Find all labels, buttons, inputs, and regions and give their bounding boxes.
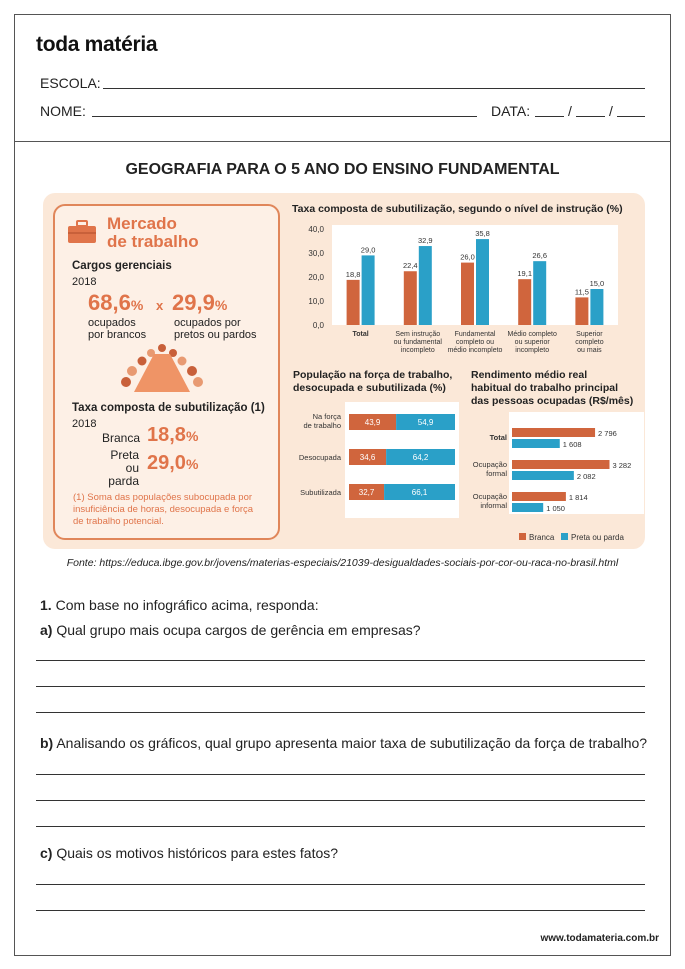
card-heading-line2: de trabalho [107,232,199,251]
chart3-title-line1: Rendimento médio real [471,369,588,381]
chart1-data-label: 29,0 [360,245,376,255]
chart1-category-label: ou fundamental [393,339,442,346]
source-citation: Fonte: https://educa.ibge.gov.br/jovens/materias-especiais/21039-desigualdades-sociais-por-cor-ou-raca-no-brasil.html [66,557,619,569]
answer-a-line-2[interactable] [36,686,645,687]
chart3-title-line2: habitual do trabalho principal [471,382,619,394]
chart1-data-label: 11,5 [574,287,589,297]
chart1-category-label: incompleto [400,347,435,354]
chart1-bar-branca [575,297,588,325]
date-slash: / [568,103,572,119]
pct-sign: % [130,297,144,313]
answer-a-line-1[interactable] [36,660,645,661]
chart3-data-label: 1 608 [562,440,582,449]
preta-label-line1: Preta [110,448,139,462]
meeting-table-icon [118,342,206,399]
chart1-bar-preta [419,246,432,325]
answer-b-line-1[interactable] [36,774,645,775]
question-c-letter: c) [40,845,53,861]
chart1-data-label: 32,9 [417,236,433,246]
chart2-data-label: 54,9 [417,418,434,427]
branca-label: Branca [102,431,141,445]
nome-field[interactable] [92,116,477,117]
footnote [73,492,253,528]
chart3-category-label: Total [489,433,507,442]
chart1-category-label: completo [575,339,604,346]
times-sign: x [156,298,164,313]
chart3-bar-branca [512,428,595,437]
preta-value [147,452,198,475]
date-slash: / [609,103,613,119]
brancos-caption [88,317,146,341]
chart1-data-label: 35,8 [475,229,490,239]
taxa-year: 2018 [72,418,97,430]
preta-value-number: 29,0 [147,452,186,474]
chart2-title-line2: desocupada e subutilizada (%) [293,382,446,394]
answer-b-line-2[interactable] [36,800,645,801]
chart1-data-label: 26,0 [460,252,475,262]
card-heading-line1: Mercado [107,214,177,233]
chart3-title [471,369,633,408]
nome-label: NOME: [40,103,86,119]
preta-label [92,449,139,488]
answer-c-line-2[interactable] [36,910,645,911]
brancos-caption-line2: por brancos [88,329,147,341]
legend-swatch-preta [561,533,568,540]
brand-logo: toda matéria [36,33,158,56]
pct-sign: % [214,297,228,313]
chart3-data-label: 2 796 [598,429,617,438]
chart-forca-trabalho [290,402,465,520]
chart1-bar-preta [533,261,546,325]
answer-a-line-3[interactable] [36,712,645,713]
pretos-caption-line1: ocupados por [174,317,241,329]
chart1-bar-branca [404,271,417,325]
brancos-caption-line1: ocupados [88,317,136,329]
escola-label: ESCOLA: [40,75,101,91]
question-a [40,622,421,638]
chart3-category-label: informal [480,501,507,510]
chart1-data-label: 15,0 [589,279,605,288]
chart1-category-label: médio incompleto [447,347,503,354]
chart3-category-label: Ocupação [472,460,507,469]
chart3-bar-branca [512,460,610,469]
chart3-title-line3: das pessoas ocupadas (R$/mês) [471,395,634,407]
chart3-data-label: 2 082 [576,472,596,481]
chart2-category-label: Subutilizada [300,488,341,497]
question-b [40,735,647,751]
preta-label-line2: ou parda [108,461,139,488]
footnote-line1: (1) Soma das populações subocupada por [73,492,253,503]
chart1-bar-branca [347,280,360,325]
chart1-ytick-label: 0,0 [312,321,324,330]
question-b-letter: b) [40,735,54,751]
answer-c-line-1[interactable] [36,884,645,885]
chart1-category-label: ou superior [514,339,550,346]
pct-sign: % [185,428,199,444]
pct-sign: % [185,456,199,472]
branca-value [147,424,198,447]
chart2-title [293,369,452,395]
chart1-category-label: incompleto [515,347,550,354]
question-a-text: Qual grupo mais ocupa cargos de gerência em empresas? [56,622,421,638]
question-b-text: Analisando os gráficos, qual grupo apresenta maior taxa de subutilização da força de trabalho? [56,735,648,751]
card-heading [107,215,199,251]
chart1-bar-branca [518,279,531,325]
chart1-ytick-label: 40,0 [308,225,324,234]
pct-brancos [88,290,143,316]
chart2-data-label: 66,1 [411,488,428,497]
legend-label-branca: Branca [529,533,555,542]
chart1-category-label: Total [352,331,369,338]
chart1-category-label: Médio completo [507,331,557,338]
page-title: GEOGRAFIA PARA O 5 ANO DO ENSINO FUNDAMENTAL [125,161,560,178]
header-divider [14,141,671,142]
question-c-text: Quais os motivos históricos para estes fatos? [56,845,339,861]
chart2-category-label: Desocupada [298,453,341,462]
date-day-field[interactable] [535,116,564,117]
chart-subutilizacao-instrucao [290,218,620,360]
chart3-category-label: formal [486,469,507,478]
question-c [40,845,338,861]
chart3-data-label: 3 282 [612,461,632,470]
chart3-bar-preta [512,439,560,448]
question-a-letter: a) [40,622,53,638]
chart2-data-label: 43,9 [364,418,381,427]
chart1-ytick-label: 20,0 [308,273,324,282]
legend-swatch-branca [519,533,526,540]
chart3-data-label: 1 050 [546,504,565,513]
cargos-year: 2018 [72,276,97,288]
pretos-caption-line2: pretos ou pardos [174,329,257,341]
chart1-bar-preta [362,255,375,325]
chart1-category-label: Fundamental [454,331,496,338]
chart3-data-label: 1 814 [568,493,588,502]
date-month-field[interactable] [576,116,605,117]
chart-rendimento [465,412,645,548]
chart3-bar-preta [512,471,574,480]
chart1-category-label: ou mais [577,347,602,354]
footer-url: www.todamateria.com.br [540,933,659,944]
chart3-bar-preta [512,503,543,512]
chart1-data-label: 22,4 [402,261,418,271]
chart1-ytick-label: 30,0 [308,249,324,258]
footnote-line3: de trabalho potencial. [73,516,164,527]
footnote-line2: insuficiência de horas, desocupada e força [73,504,254,515]
answer-b-line-3[interactable] [36,826,645,827]
chart1-bar-preta [590,289,603,325]
question-1 [40,597,319,613]
chart1-category-label: Sem instrução [395,331,441,338]
chart2-category-label: de trabalho [303,421,341,430]
chart1-data-label: 19,1 [517,269,533,279]
chart1-category-label: completo ou [455,339,495,346]
pct-pretos [172,290,227,316]
chart1-bar-preta [476,239,489,325]
pretos-caption [174,317,257,341]
cargos-title: Cargos gerenciais [72,260,172,272]
data-label: DATA: [491,103,531,119]
chart1-title: Taxa composta de subutilização, segundo o nível de instrução (%) [292,203,623,215]
chart1-plot-area [332,225,618,325]
question-1-number: 1. [40,597,52,613]
chart2-data-label: 34,6 [359,453,376,462]
chart2-data-label: 32,7 [358,488,375,497]
chart1-data-label: 18,8 [345,269,361,279]
escola-field[interactable] [103,88,645,89]
taxa-title: Taxa composta de subutilização (1) [72,402,265,414]
chart2-category-label: Na força [312,412,341,421]
briefcase-icon [67,220,97,249]
chart2-title-line1: População na força de trabalho, [293,369,453,381]
chart3-category-label: Ocupação [472,492,507,501]
chart1-data-label: 26,6 [532,251,548,261]
chart1-ytick-label: 10,0 [308,297,324,306]
pct-brancos-value: 68,6 [88,290,131,315]
chart2-data-label: 64,2 [412,453,429,462]
chart1-category-label: Superior [576,331,603,338]
branca-value-number: 18,8 [147,424,186,446]
pct-pretos-value: 29,9 [172,290,215,315]
question-1-text: Com base no infográfico acima, responda: [55,597,319,613]
date-year-field[interactable] [617,116,645,117]
chart3-bar-branca [512,492,566,501]
chart1-bar-branca [461,263,474,325]
legend-label-preta: Preta ou parda [571,533,624,542]
